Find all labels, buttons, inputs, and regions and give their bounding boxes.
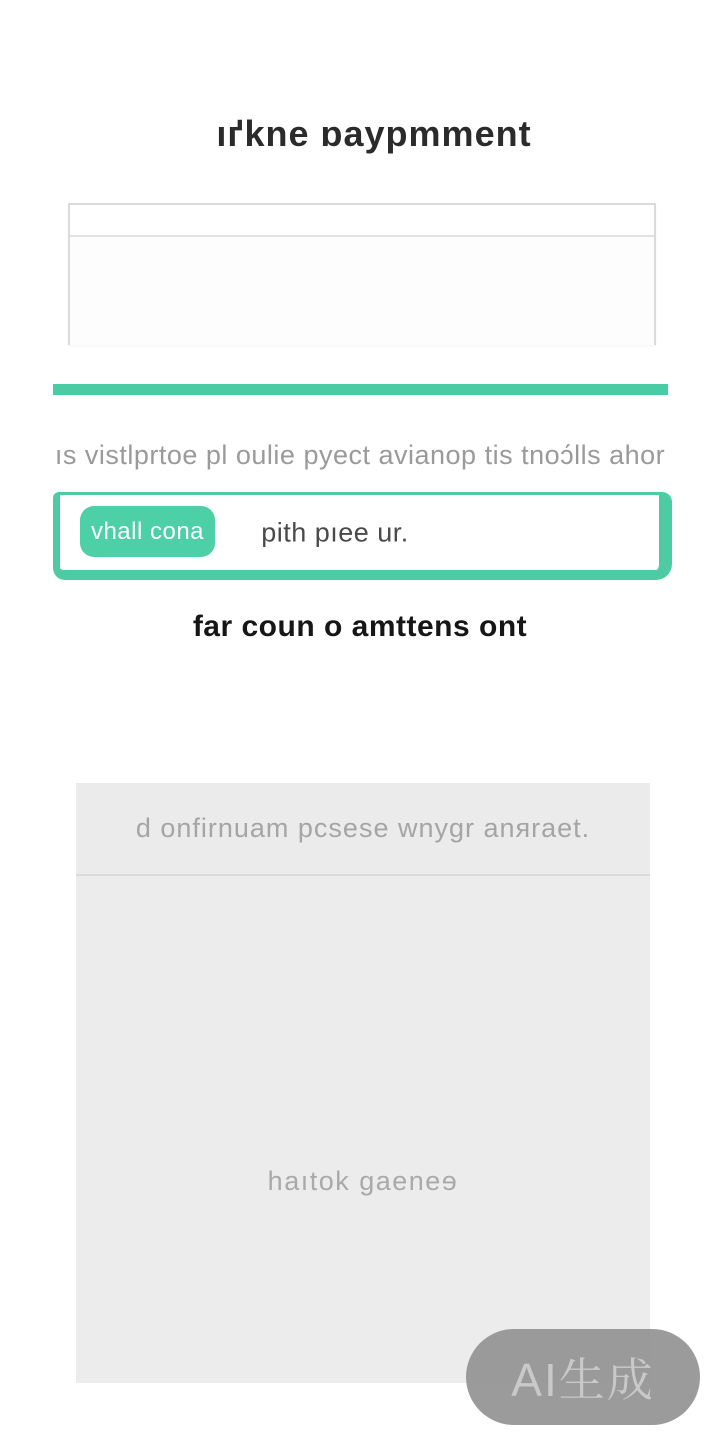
panel-header bbox=[76, 783, 650, 876]
details-card bbox=[68, 203, 656, 345]
section-title: far coun o amttens ont bbox=[192, 610, 528, 643]
wallet-button[interactable]: vhall cona bbox=[80, 506, 215, 557]
details-card-body bbox=[70, 237, 654, 345]
action-hint-text: pith pıee ur. bbox=[261, 517, 409, 547]
ai-generated-watermark-badge: AI生成 bbox=[466, 1329, 700, 1425]
page-title: ıґkne ɒaypmment bbox=[216, 113, 532, 154]
accent-divider bbox=[53, 384, 668, 395]
helper-text: ıs vistlprtoe pl oulie pyect avianop tis tnoɔ́lls ahor bbox=[54, 440, 666, 470]
panel-header-text: d onfirnuam pcsese wnygr anяraet. bbox=[135, 813, 591, 843]
details-card-header-row bbox=[70, 205, 654, 237]
action-bar bbox=[53, 492, 672, 580]
panel-body-text: haıtok gaeneɘ bbox=[267, 1166, 459, 1196]
content-panel bbox=[76, 783, 650, 1383]
panel-body bbox=[76, 876, 650, 1383]
